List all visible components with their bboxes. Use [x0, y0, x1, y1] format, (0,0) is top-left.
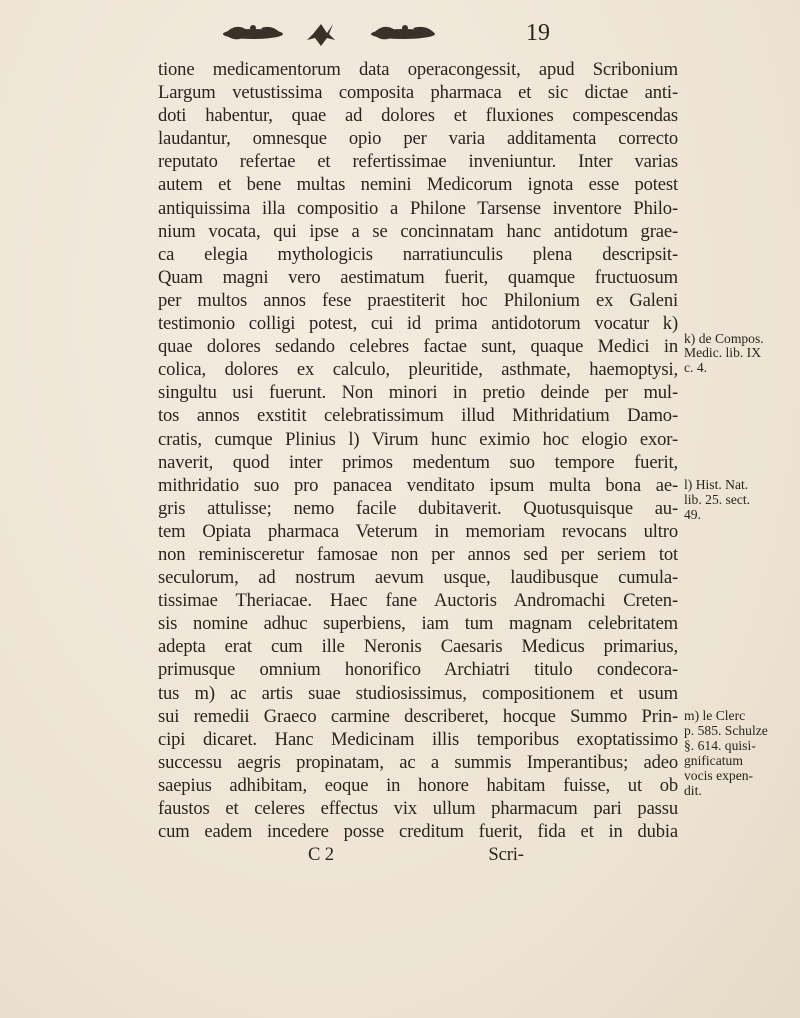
text-line: autem et bene multas nemini Medicorum ignota esse potest: [158, 174, 678, 196]
text-line: cipi dicaret. Hanc Medicinam illis temporibus exoptatissimo: [158, 728, 678, 750]
text-line: testimonio colligi potest, cui id prima antidotorum vocatur k): [158, 313, 678, 335]
text-line: naverit, quod inter primos medentum suo tempore fuerit,: [158, 451, 678, 473]
text-line: saepius adhibitam, eoque in honore habitam fuisse, ut ob: [158, 774, 678, 796]
text-line: Largum vetustissima composita pharmaca et sic dictae anti-: [158, 82, 678, 104]
text-line: tione medicamentorum data operacongessit, apud Scribonium: [158, 59, 678, 80]
text-line: tos annos exstitit celebratissimum illud Mithridatium Damo-: [158, 405, 678, 427]
text-line: sui remedii Graeco carmine describeret, hocque Summo Prin-: [158, 705, 678, 727]
text-line: adepta erat cum ille Neronis Caesaris Medicus primarius,: [158, 636, 678, 658]
note-k-1: k) de Compos.: [684, 331, 764, 346]
text-line: mithridatio suo pro panacea venditato ipsum multa bona ae-: [158, 474, 678, 496]
text-line: ca elegia mythologicis narratiunculis plena descripsit-: [158, 243, 678, 265]
text-line: singultu usi fuerunt. Non minori in pretio deinde per mul-: [158, 382, 678, 404]
note-m-6: dit.: [684, 783, 702, 798]
text-line: faustos et celeres effectus vix ullum pharmacum pari passu: [158, 798, 678, 819]
text-line: tissimae Theriacae. Haec fane Auctoris Andromachi Creten-: [158, 590, 678, 612]
text-line: tus m) ac artis suae studiosissimus, compositionem et usum: [158, 682, 678, 704]
catchword: Scri-: [488, 844, 524, 866]
note-k-3: c. 4.: [684, 360, 708, 375]
page-header: [0, 10, 800, 56]
text-line: reputato refertae et refertissimae inveniuntur. Inter varias: [158, 151, 678, 173]
note-m-4: gnificatum: [684, 753, 743, 768]
text-line: Quam magni vero aestimatum fuerit, quamque fructuosum: [158, 266, 678, 288]
text-line: laudantur, omnesque opio per varia additamenta correcto: [158, 128, 678, 150]
signature-line: [158, 843, 678, 866]
text-line: primusque omnium honorifico Archiatri titulo condecora-: [158, 659, 678, 681]
text-line: sis nomine adhuc superbiens, iam tum magnam celebritatem: [158, 613, 678, 635]
note-l-3: 49.: [684, 507, 701, 522]
note-m-1: m) le Clerc: [684, 708, 746, 723]
head-ornament-icon: [213, 20, 513, 46]
main-text: [158, 58, 678, 866]
text-line: per multos annos fese praestiterit hoc Philonium ex Galeni: [158, 289, 678, 311]
page-number: 19: [526, 20, 550, 46]
text-line: quae dolores sedando celebres factae sunt, quaque Medici in: [158, 336, 678, 358]
signature-mark: C 2: [308, 844, 334, 866]
text-line: gris attulisse; nemo facile dubitaverit. Quotusquisque au-: [158, 497, 678, 519]
text-line: cratis, cumque Plinius l) Virum hunc eximio hoc elogio exor-: [158, 428, 678, 450]
text-line: antiquissima illa compositio a Philone Tarsense inventore Philo-: [158, 197, 678, 219]
text-line: successu aegris propinatam, ac a summis Imperantibus; adeo: [158, 751, 678, 773]
note-l-2: lib. 25. sect.: [684, 492, 751, 507]
text-line: non reminisceretur famosae non per annos sed per seriem tot: [158, 543, 678, 565]
text-line: seculorum, ad nostrum aevum usque, laudibusque cumula-: [158, 567, 678, 589]
text-line: nium vocata, qui ipse a se concinnatam hanc antidotum grae-: [158, 220, 678, 242]
note-m-2: p. 585. Schulze: [684, 723, 768, 738]
text-line: cum eadem incedere posse creditum fuerit, fida et in dubia: [158, 821, 678, 843]
note-k-2: Medic. lib. IX: [684, 345, 762, 360]
text-line: colica, dolores ex calculo, pleuritide, asthmate, haemoptysi,: [158, 359, 678, 381]
text-line: tem Opiata pharmaca Veterum in memoriam revocans ultro: [158, 520, 678, 542]
note-l-1: l) Hist. Nat.: [684, 477, 749, 492]
text-line: doti habentur, quae ad dolores et fluxiones compescendas: [158, 105, 678, 127]
note-m-3: §. 614. quisi-: [684, 738, 756, 753]
note-m-5: vocis expen-: [684, 768, 754, 783]
